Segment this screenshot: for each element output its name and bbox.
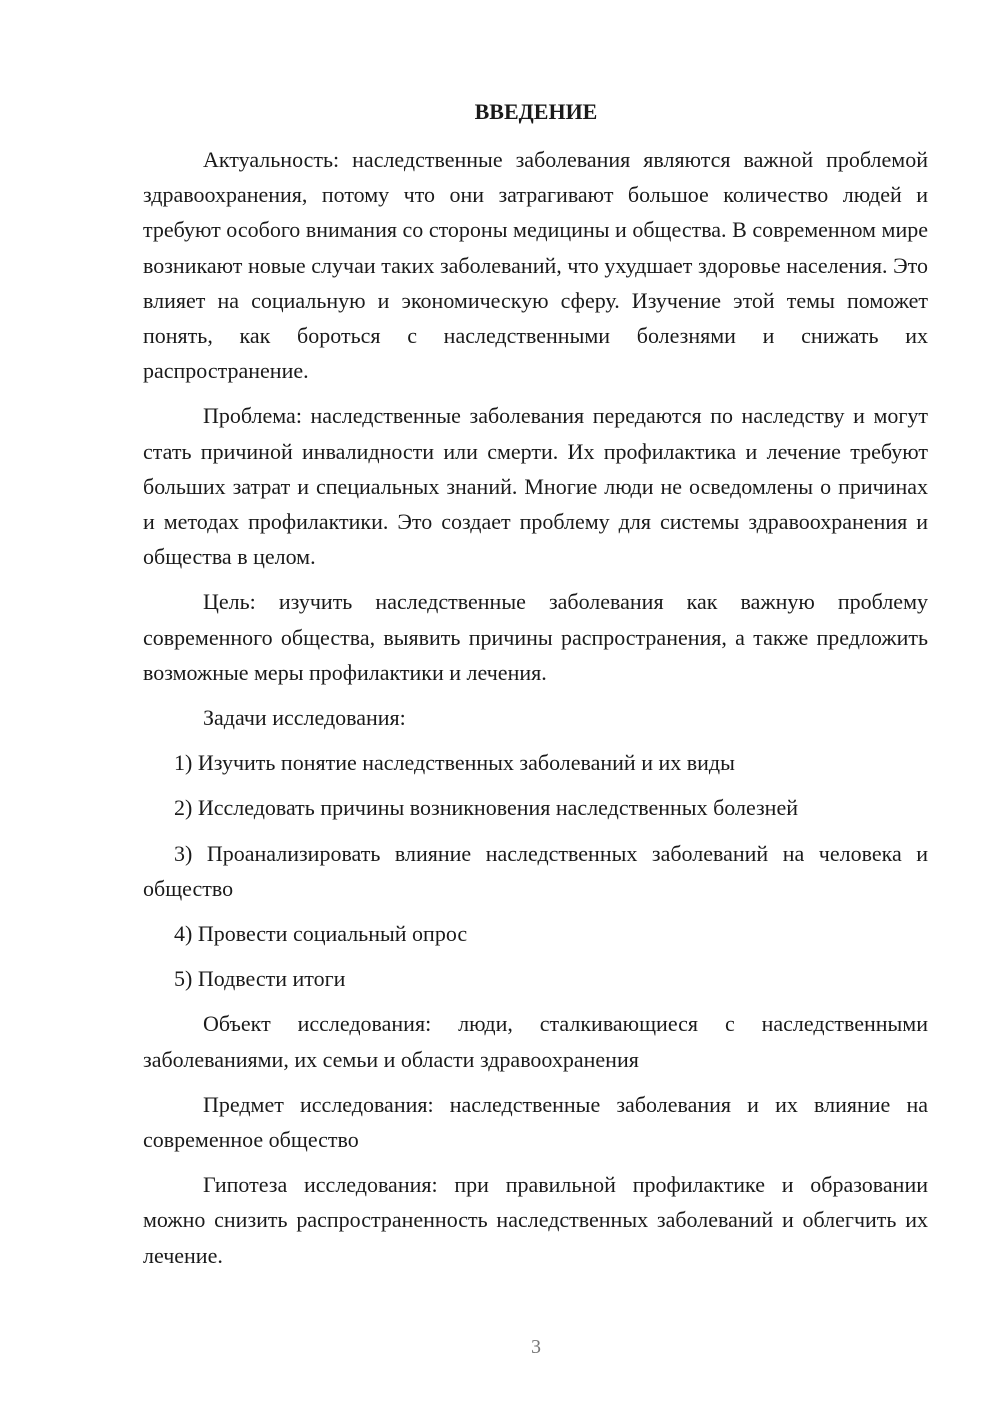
task-item: 3) Проанализировать влияние наследственных заболеваний на человека и общество	[143, 840, 928, 901]
hypothesis-paragraph: Гипотеза исследования: при правильной профилактике и образовании можно снизить распространенность наследственных заболеваний и облегчить их лечение.	[143, 1172, 928, 1268]
task-item: 2) Исследовать причины возникновения наследственных болезней	[174, 795, 798, 821]
page-number: 3	[531, 1336, 541, 1358]
task-item: 1) Изучить понятие наследственных заболеваний и их виды	[174, 750, 735, 776]
tasks-heading: Задачи исследования:	[203, 705, 406, 731]
task-item: 4) Провести социальный опрос	[174, 921, 468, 947]
problem-paragraph: Проблема: наследственные заболевания передаются по наследству и могут стать причиной инвалидности или смерти. Их профилактика и лечение требуют больших затрат и специальных знаний. Многие люди не осведомлены о причинах и методах профилактики. Это создает проблему для системы здравоохранения и общества в целом.	[143, 403, 928, 570]
task-item: 5) Подвести итоги	[174, 966, 346, 992]
page-title: ВВЕДЕНИЕ	[474, 99, 598, 124]
goal-paragraph: Цель: изучить наследственные заболевания как важную проблему современного общества, выявить причины распространения, а также предложить возможные меры профилактики и лечения.	[143, 589, 928, 685]
subject-paragraph: Предмет исследования: наследственные заболевания и их влияние на современное общество	[143, 1091, 928, 1153]
page-body	[143, 142, 928, 1283]
relevance-paragraph: Актуальность: наследственные заболевания являются важной проблемой здравоохранения, потому что они затрагивают большое количество людей и требуют особого внимания со стороны медицины и общества. В современном мире возникают новые случаи таких заболеваний, что ухудшает здоровье населения. Это влияет на социальную и экономическую сферу. Изучение этой темы поможет понять, как бороться с наследственными болезнями и снижать их распространение.	[143, 147, 928, 384]
object-paragraph: Объект исследования: люди, сталкивающиеся с наследственными заболеваниями, их семьи и области здравоохранения	[143, 1011, 928, 1072]
